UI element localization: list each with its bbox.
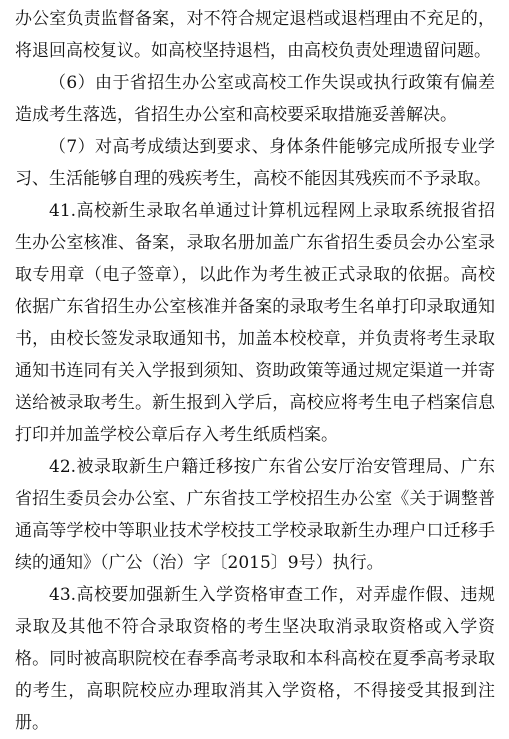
paragraph-article-43: 43.高校要加强新生入学资格审查工作，对弄虚作假、违规录取及其他不符合录取资格的考生坚决取消录取资格或入学资格。同时被高职院校在春季高考录取和本科高校在夏季高考录取的考生，高职院校应办理取消其入学资格，不得接受其报到注册。 — [15, 585, 495, 733]
paragraph-article-42: 42.被录取新生户籍迁移按广东省公安厅治安管理局、广东省招生委员会办公室、广东省技工学校招生办公室《关于调整普通高等学校中等职业技术学校技工学校录取新生办理户口迁移手续的通知》（广公（治）字〔2015〕9号）执行。 — [15, 457, 495, 573]
paragraph-item-7: （7）对高考成绩达到要求、身体条件能够完成所报专业学习、生活能够自理的残疾考生，高校不能因其残疾而不予录取。 — [15, 137, 495, 189]
document-page — [15, 3, 495, 739]
paragraph-continued: 办公室负责监督备案，对不符合规定退档或退档理由不充足的，将退回高校复议。如高校坚持退档，由高校负责处理遗留问题。 — [15, 9, 495, 61]
paragraph-article-41: 41.高校新生录取名单通过计算机远程网上录取系统报省招生办公室核准、备案，录取名册加盖广东省招生委员会办公室录取专用章（电子签章），以此作为考生被正式录取的依据。高校依据广东省招生办公室核准并备案的录取考生名单打印录取通知书，由校长签发录取通知书，加盖本校校章，并负责将考生录取通知书连同有关入学报到须知、资助政策等通过规定渠道一并寄送给被录取考生。新生报到入学后，高校应将考生电子档案信息打印并加盖学校公章后存入考生纸质档案。 — [15, 201, 495, 445]
paragraph-item-6: （6）由于省招生办公室或高校工作失误或执行政策有偏差造成考生落选，省招生办公室和高校要采取措施妥善解决。 — [15, 73, 495, 125]
